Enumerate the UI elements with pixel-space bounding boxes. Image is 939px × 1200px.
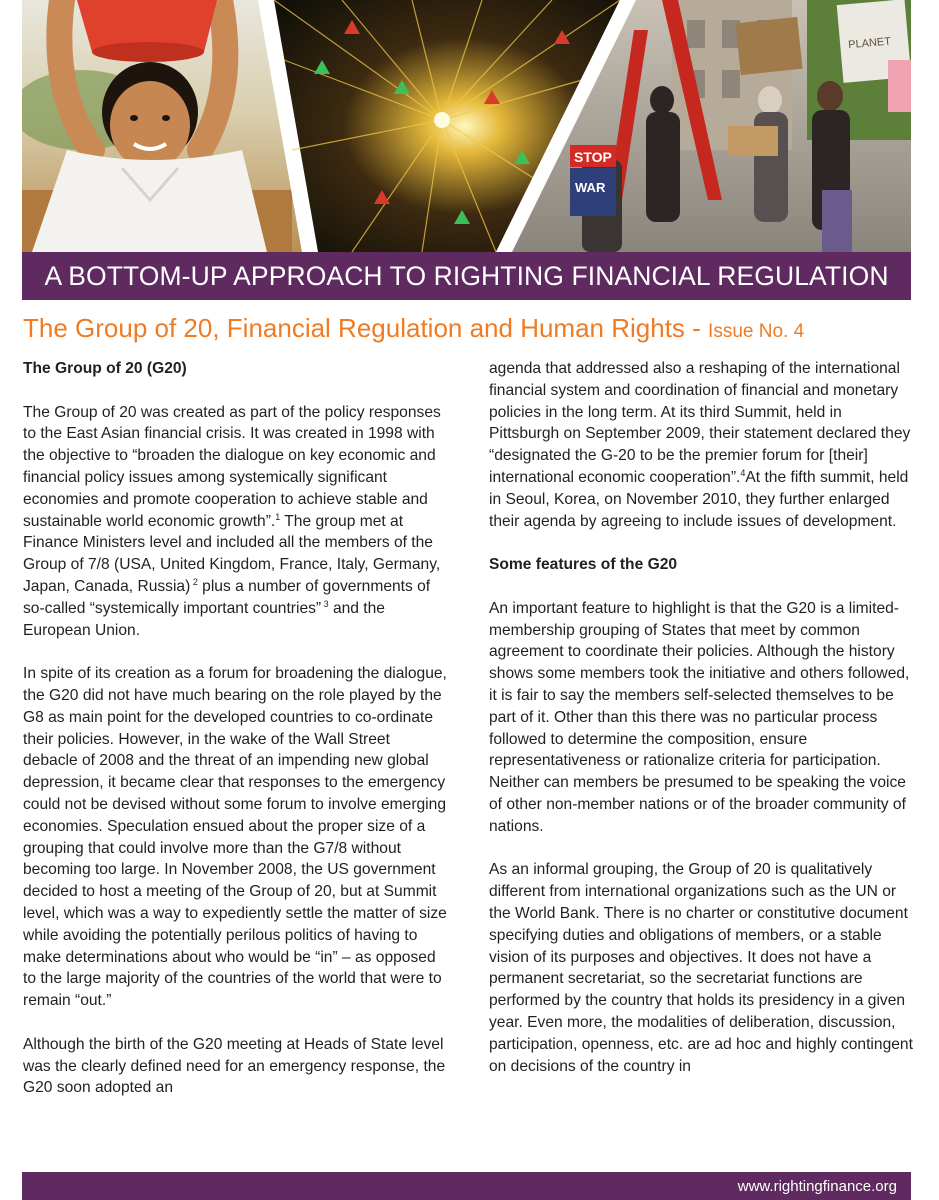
paragraph-limited-membership: An important feature to highlight is that the G20 is a limited-membership grouping of States that meet by common agreement to coordinate their policies. Although the history shows some members took the initiative and others followed, it is fair to say the members self-selected themselves to be part of it. Other than this there was no particular process followed to determine the composition, ensure representativeness or rationalize criteria for participation. Neither can members be presumed to be speaking the voice of other non-member nations or of the broader community of nations. <box>489 599 910 835</box>
footnote-ref-4[interactable]: 4 <box>740 467 746 478</box>
page-subtitle <box>23 313 804 344</box>
header-photo-strip <box>22 0 911 252</box>
left-column <box>23 358 447 1099</box>
banner-title: A BOTTOM-UP APPROACH TO RIGHTING FINANCIAL REGULATION <box>44 260 889 291</box>
paragraph-text: and the European Union. <box>23 599 385 639</box>
paragraph-agenda <box>489 358 914 532</box>
sign-war-text: WAR <box>575 180 606 195</box>
issue-number: Issue No. 4 <box>708 321 805 342</box>
sign-stop-text: STOP <box>574 149 612 165</box>
section-heading-features: Some features of the G20 <box>489 556 678 574</box>
paragraph-text: plus a number of governments of so-called “systemically important countries” <box>23 577 431 617</box>
paragraph-text: The Group of 20 was created as part of the policy responses to the East Asian financial crisis. It was created in 1998 with the objective to “broaden the dialogue on key economic and financial policy issues among systemically significant economies and promote cooperation to achieve stable and sustainable world economic growth”. <box>23 403 441 530</box>
paragraph-wall-street-debacle: In spite of its creation as a forum for broadening the dialogue, the G20 did not have much bearing on the role played by the G8 as main point for the developed countries to co-ordinate their policies. However, in the wake of the Wall Street debacle of 2008 and the threat of an impending new global depression, it became clear that responses to the emergency could not be devised without some forum to involve emerging economies. Speculation ensued about the proper size of a grouping that could involve more than the G7/8 without becoming too large. In November 2008, the US government decided to host a meeting of the Group of 20, but at Summit level, which was a way to expediently settle the matter of size while avoiding the potentially perilous politics of having to make determinations about who would be “in” – as opposed to the large majority of the countries of the world that were to remain “out.” <box>23 665 447 1010</box>
footnote-ref-2[interactable]: 2 <box>190 576 198 587</box>
paragraph-heads-of-state: Although the birth of the G20 meeting at Heads of State level was the clearly defined need for an emergency response, the G20 soon adopted an <box>23 1035 446 1097</box>
paragraph-text: At the fifth summit, held in Seoul, Korea, on November 2010, they further enlarged their agenda by agreeing to include issues of development. <box>489 468 909 530</box>
paragraph-informal-grouping: As an informal grouping, the Group of 20 is qualitatively different from international organizations such as the UN or the World Bank. There is no charter or constitutive document specifying duties and obligations of members, or a stable vision of its purposes and objectives. It does not have a permanent secretariat, so the secretariat functions are performed by the country that holds its presidency in a given year. Even more, the modalities of deliberation, discussion, participation, openness, etc. are ad hoc and highly contingent on decisions of the country in <box>489 861 913 1075</box>
sign-planet-text: PLANET <box>847 35 892 52</box>
subtitle-text: The Group of 20, Financial Regulation and Human Rights - <box>23 313 709 343</box>
paragraph-text: agenda that addressed also a reshaping of the international financial system and coordination of financial and monetary policies in the long term. At its third Summit, held in Pittsburgh on September 2009, their statement declared they “designated the G-20 to be the premier forum for [their] international economic cooperation”. <box>489 360 911 486</box>
footer-url[interactable]: www.rightingfinance.org <box>737 1178 897 1195</box>
footnote-ref-1[interactable]: 1 <box>275 511 281 522</box>
footer-bar <box>22 1172 911 1200</box>
photo-child-with-bucket <box>22 0 302 252</box>
paragraph-text: The group met at Finance Ministers level and included all the members of the Group of 7/8 (USA, United Kingdom, France, Italy, Germany, Japan, Canada, Russia) <box>23 512 441 595</box>
footnote-ref-3[interactable]: 3 <box>321 598 329 609</box>
paragraph-g20-origin <box>23 402 447 642</box>
section-heading-g20: The Group of 20 (G20) <box>23 360 187 377</box>
banner <box>22 252 911 300</box>
right-column <box>489 358 914 1077</box>
